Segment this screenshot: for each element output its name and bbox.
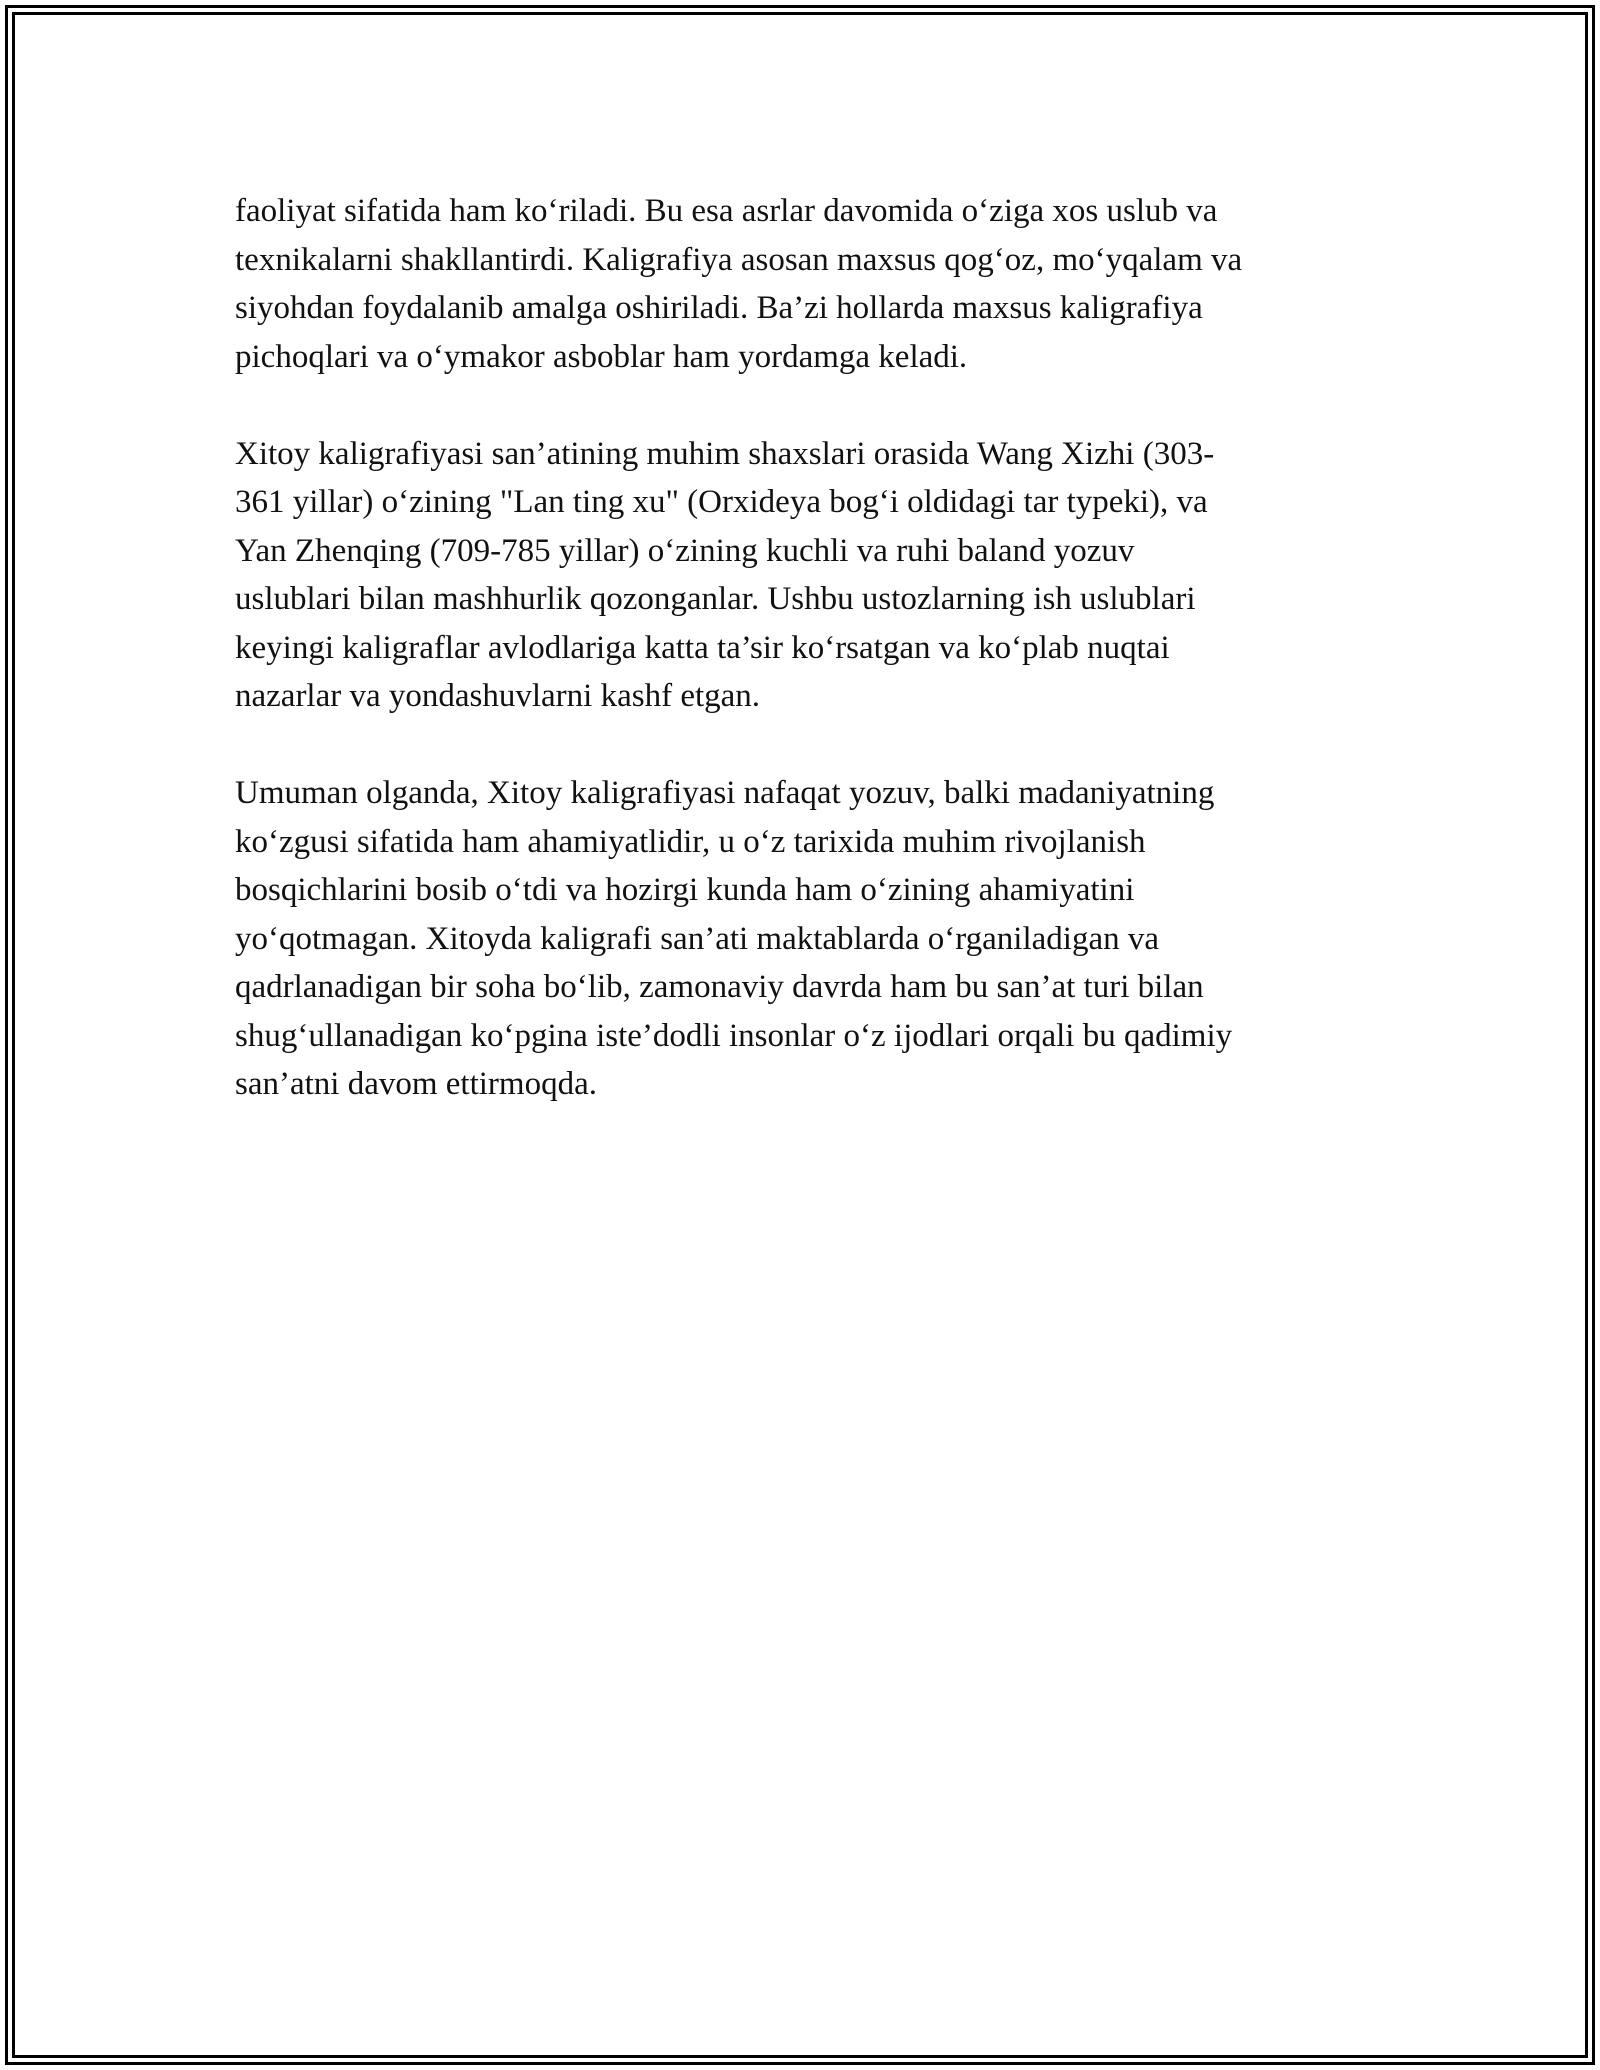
text-line: faoliyat sifatida ham ko‘riladi. Bu esa asrlar davomida o‘ziga xos uslub va [235,193,1218,229]
text-line: shug‘ullanadigan ko‘pgina iste’dodli insonlar o‘z ijodlari orqali bu qadimiy [235,1017,1233,1054]
text-line: pichoqlari va o‘ymakor asboblar ham yordamga keladi. [235,338,968,375]
text-line: san’atni davom ettirmoqda. [235,1066,597,1102]
text-line: Xitoy kaligrafiyasi san’atining muhim shaxslari orasida Wang Xizhi (303- [235,435,1215,472]
text-line: nazarlar va yondashuvlarni kashf etgan. [235,678,761,714]
text-line: yo‘qotmagan. Xitoyda kaligrafi san’ati maktablarda o‘rganiladigan va [235,920,1159,957]
text-line: qadrlanadigan bir soha bo‘lib, zamonaviy davrda ham bu san’at turi bilan [235,969,1204,1005]
paragraph-1 [235,187,1365,381]
text-line: siyohdan foydalanib amalga oshiriladi. Ba’zi hollarda maxsus kaligrafiya [235,290,1203,326]
text-line: Yan Zhenqing (709-785 yillar) o‘zining kuchli va ruhi baland yozuv [235,532,1135,569]
document-body [235,187,1365,1157]
text-line: texnikalarni shakllantirdi. Kaligrafiya asosan maxsus qog‘oz, mo‘yqalam va [235,241,1243,278]
text-line: ko‘zgusi sifatida ham ahamiyatlidir, u o‘z tarixida muhim rivojlanish [235,823,1146,860]
paragraph-2 [235,430,1365,721]
text-line: bosqichlarini bosib o‘tdi va hozirgi kunda ham o‘zining ahamiyatini [235,872,1135,908]
text-line: uslublari bilan mashhurlik qozonganlar. Ushbu ustozlarning ish uslublari [235,581,1196,617]
text-line: Umuman olganda, Xitoy kaligrafiyasi nafaqat yozuv, balki madaniyatning [235,775,1215,811]
text-line: keyingi kaligraflar avlodlariga katta ta’sir ko‘rsatgan va ko‘plab nuqtai [235,629,1170,666]
paragraph-3 [235,769,1365,1109]
text-line: 361 yillar) o‘zining "Lan ting xu" (Orxideya bog‘i oldidagi tar typeki), va [235,484,1208,520]
